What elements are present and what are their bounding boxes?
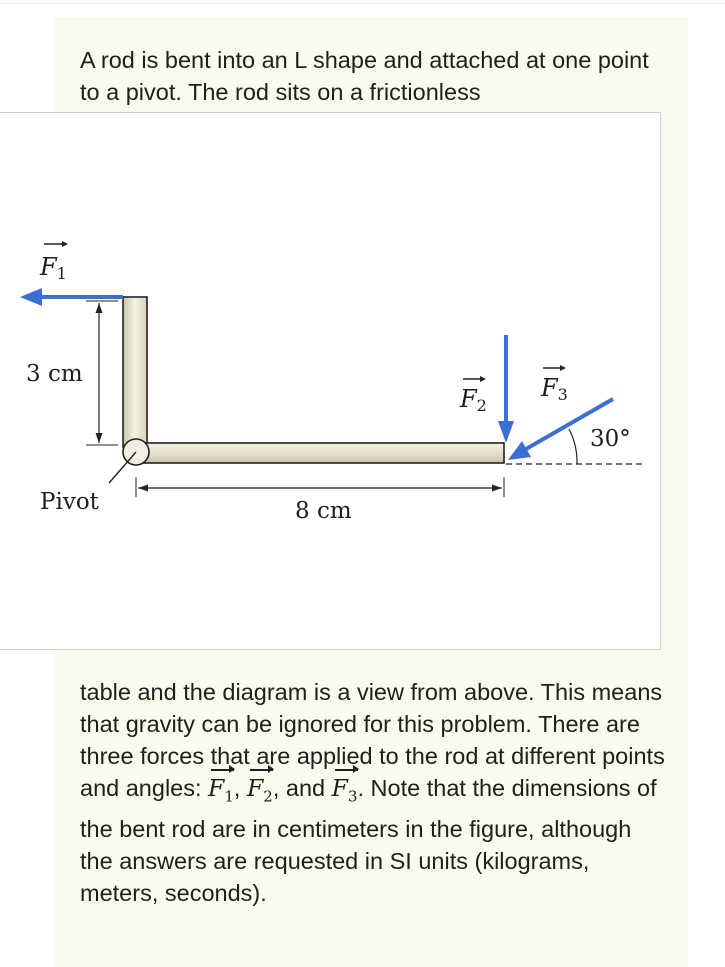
pivot — [109, 439, 149, 483]
f3-label: F3 — [541, 374, 568, 404]
top-divider — [0, 3, 725, 4]
diagram-svg — [0, 113, 660, 649]
inline-vector-f1: $F_1$ — [208, 772, 234, 813]
pivot-leader-line — [109, 452, 136, 483]
angle-label: 30° — [590, 426, 631, 452]
f1-label: F1 — [40, 253, 67, 283]
length-label: 8 cm — [295, 498, 352, 524]
problem-body-text — [80, 676, 670, 909]
l-shaped-rod — [123, 297, 504, 463]
pivot-label: Pivot — [40, 489, 99, 515]
inline-vector-f3: $F_3$ — [332, 772, 358, 813]
angle-arc — [569, 429, 577, 464]
body-text-part2: . Note that the dimensions of the bent rod are in centimeters in the figure, although the answers are requested in SI units (kilograms, meters, seconds). — [80, 775, 657, 906]
height-label: 3 cm — [26, 361, 83, 387]
horizontal-rod-arm — [135, 443, 504, 463]
body-separator-2: , — [272, 775, 280, 801]
f2-label: F2 — [460, 385, 487, 415]
body-text-part1: table and the diagram is a view from above. This means that gravity can be ignored for this problem. There are three forces that are applied to the rod at different points and angles: — [80, 679, 665, 801]
length-dimension — [136, 477, 504, 497]
height-dimension — [86, 301, 118, 445]
f2-force-arrow — [498, 335, 514, 443]
body-and-word: and — [285, 775, 332, 801]
vertical-rod-arm — [123, 297, 147, 447]
f1-force-arrow — [20, 288, 123, 306]
inline-vector-f2: $F_2$ — [247, 772, 273, 813]
problem-intro-text: A rod is bent into an L shape and attached at one point to a pivot. The rod sits on a frictionless — [80, 47, 649, 105]
body-separator-1: , — [233, 775, 247, 801]
l-rod-diagram — [0, 112, 661, 650]
